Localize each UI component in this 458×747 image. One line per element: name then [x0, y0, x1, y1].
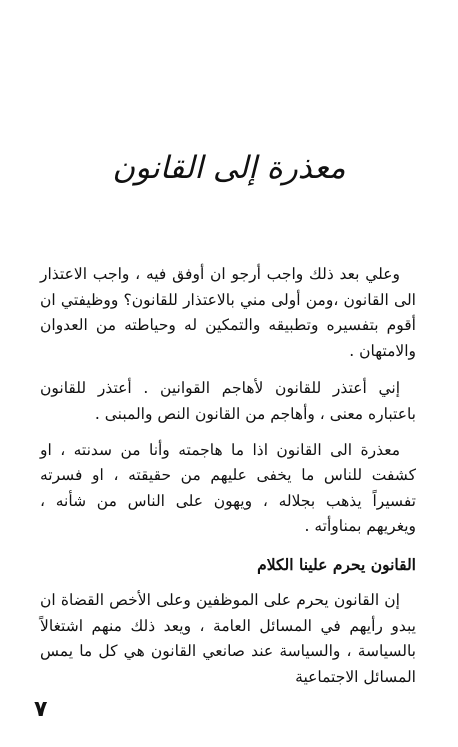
page-number: ٧: [34, 697, 48, 722]
section-heading: القانون يحرم علينا الكلام: [257, 554, 416, 574]
paragraph-1: وعلي بعد ذلك واجب أرجو ان أوفق فيه ، واجب الاعتذار الى القانون ،ومن أولى مني بالاعتذار للقانون؟ ووظيفتي ان أقوم بتفسيره وتطبيقه والتمكين له وحياطته من العدوان والامتهان .: [40, 265, 416, 360]
chapter-title: معذرة إلى القانون: [112, 150, 346, 186]
page-body: [40, 262, 416, 702]
paragraph-3: معذرة الى القانون اذا ما هاجمته وأنا من سدنته ، او كشفت للناس ما يخفى عليهم من حقيقته ، او فسرته تفسيراً يذهب بجلاله ، ويهون على الناس من شأنه ، ويغريهم بمناوأته .: [40, 440, 416, 536]
section-paragraph: إن القانون يحرم على الموظفين وعلى الأخص القضاة ان يبدو رأيهم في المسائل العامة ، ويعد ذلك منهم اشتغالاً بالسياسة ، والسياسة عند صانعي القانون هي كل ما يمس المسائل الاجتماعية: [40, 590, 416, 686]
paragraph-2: إني أعتذر للقانون لأهاجم القوانين . أعتذر للقانون باعتباره معنى ، وأهاجم من القانون النص والمبنى .: [40, 379, 416, 423]
